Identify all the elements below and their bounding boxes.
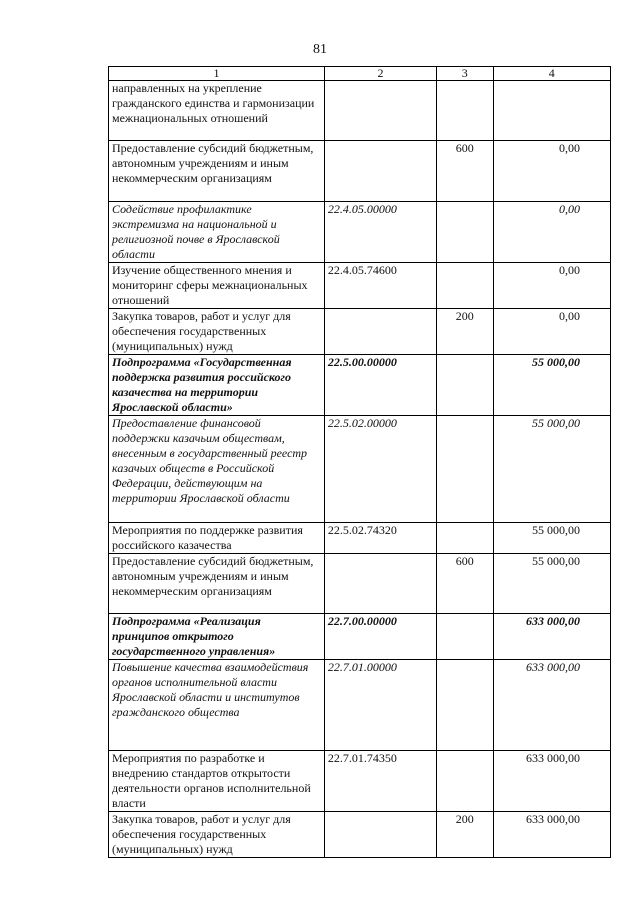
- table-row: [109, 812, 611, 858]
- row-code: 22.7.00.00000: [324, 614, 436, 660]
- row-amount: 0,00: [493, 141, 610, 202]
- row-code: 22.5.00.00000: [324, 355, 436, 416]
- table-row: [109, 355, 611, 416]
- column-header: 2: [324, 67, 436, 81]
- row-amount: 633 000,00: [493, 751, 610, 812]
- row-amount: 55 000,00: [493, 416, 610, 523]
- table-row: [109, 751, 611, 812]
- table-row: [109, 202, 611, 263]
- row-amount: [493, 81, 610, 141]
- budget-table: [108, 66, 611, 858]
- row-description: Содействие профилактике экстремизма на национальной и религиозной почве в Ярославской области: [109, 202, 325, 263]
- table-row: [109, 554, 611, 614]
- row-type: [437, 355, 494, 416]
- row-amount: 55 000,00: [493, 554, 610, 614]
- row-amount: 0,00: [493, 309, 610, 355]
- row-amount: 0,00: [493, 263, 610, 309]
- row-description: Закупка товаров, работ и услуг для обеспечения государственных (муниципальных) нужд: [109, 309, 325, 355]
- row-type: 200: [437, 812, 494, 858]
- row-amount: 0,00: [493, 202, 610, 263]
- row-description: Мероприятия по поддержке развития российского казачества: [109, 523, 325, 554]
- row-code: 22.7.01.74350: [324, 751, 436, 812]
- row-code: 22.5.02.74320: [324, 523, 436, 554]
- row-type: [437, 81, 494, 141]
- table-row: [109, 309, 611, 355]
- row-amount: 633 000,00: [493, 660, 610, 751]
- row-code: [324, 309, 436, 355]
- row-description: Предоставление субсидий бюджетным, автономным учреждениям и иным некоммерческим организациям: [109, 141, 325, 202]
- row-description: направленных на укрепление гражданского единства и гармонизации межнациональных отношений: [109, 81, 325, 141]
- table-header-row: [109, 67, 611, 81]
- table-row: [109, 614, 611, 660]
- row-description: Предоставление финансовой поддержки казачьим обществам, внесенным в государственный реестр казачьих обществ в Российской Федерации, действующим на территории Ярославской области: [109, 416, 325, 523]
- row-code: 22.7.01.00000: [324, 660, 436, 751]
- table-row: [109, 81, 611, 141]
- row-code: 22.4.05.00000: [324, 202, 436, 263]
- row-type: [437, 614, 494, 660]
- row-description: Изучение общественного мнения и мониторинг сферы межнациональных отношений: [109, 263, 325, 309]
- row-description: Повышение качества взаимодействия органов исполнительной власти Ярославской области и институтов гражданского общества: [109, 660, 325, 751]
- row-type: [437, 660, 494, 751]
- row-amount: 55 000,00: [493, 355, 610, 416]
- table-row: [109, 263, 611, 309]
- row-description: Предоставление субсидий бюджетным, автономным учреждениям и иным некоммерческим организациям: [109, 554, 325, 614]
- row-code: [324, 554, 436, 614]
- row-type: [437, 751, 494, 812]
- row-code: 22.4.05.74600: [324, 263, 436, 309]
- row-type: [437, 202, 494, 263]
- row-type: 600: [437, 554, 494, 614]
- row-amount: 633 000,00: [493, 614, 610, 660]
- column-header: 3: [437, 67, 494, 81]
- table-row: [109, 141, 611, 202]
- row-type: [437, 416, 494, 523]
- row-code: [324, 141, 436, 202]
- row-type: 600: [437, 141, 494, 202]
- row-code: 22.5.02.00000: [324, 416, 436, 523]
- column-header: 1: [109, 67, 325, 81]
- row-code: [324, 81, 436, 141]
- row-type: 200: [437, 309, 494, 355]
- table-row: [109, 660, 611, 751]
- row-code: [324, 812, 436, 858]
- row-description: Подпрограмма «Государственная поддержка развития российского казачества на территории Ярославской области»: [109, 355, 325, 416]
- row-description: Мероприятия по разработке и внедрению стандартов открытости деятельности органов исполнительной власти: [109, 751, 325, 812]
- row-type: [437, 523, 494, 554]
- row-amount: 55 000,00: [493, 523, 610, 554]
- table-row: [109, 523, 611, 554]
- column-header: 4: [493, 67, 610, 81]
- row-description: Закупка товаров, работ и услуг для обеспечения государственных (муниципальных) нужд: [109, 812, 325, 858]
- row-type: [437, 263, 494, 309]
- row-amount: 633 000,00: [493, 812, 610, 858]
- row-description: Подпрограмма «Реализация принципов открытого государственного управления»: [109, 614, 325, 660]
- table-row: [109, 416, 611, 523]
- page-number: 81: [313, 42, 327, 57]
